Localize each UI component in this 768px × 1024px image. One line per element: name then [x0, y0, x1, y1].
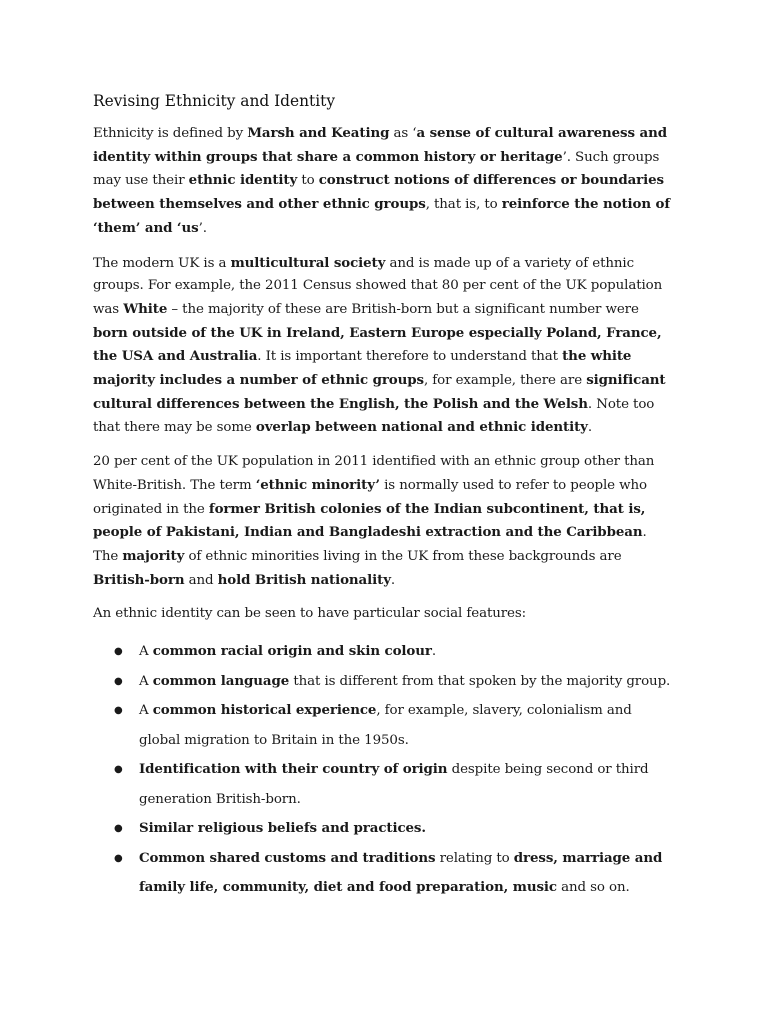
- bullet-item: [93, 696, 672, 755]
- text-run: .: [587, 420, 593, 436]
- text-run: A: [139, 644, 153, 660]
- text-run: and is made up of a variety of ethnic groups. For example, the 2011 Census showed that 80 per cent of the UK population was: [93, 255, 663, 317]
- bold-text-run: common racial origin and skin colour: [152, 643, 432, 660]
- text-run: and so on.: [556, 880, 630, 896]
- text-run: A: [139, 673, 153, 689]
- text-run: .: [431, 644, 437, 660]
- text-run: , that is, to: [425, 197, 502, 213]
- bullet-text: [139, 851, 662, 896]
- text-run: – the majority of these are British-born but a significant number were: [167, 301, 639, 317]
- text-run: Ethnicity is defined by: [93, 126, 248, 141]
- bold-text-run: significant cultural differences between the English, the Polish and the Welsh: [93, 372, 666, 412]
- bold-text-run: born outside of the UK in Ireland, Eastern Europe especially Poland, France, the USA and Australia: [93, 324, 662, 365]
- paragraph-definition: [93, 122, 672, 241]
- bold-text-run: British-born: [93, 571, 185, 588]
- paragraph-features-intro: [93, 603, 672, 626]
- text-run: despite being second or third generation British-born.: [139, 762, 649, 807]
- bold-text-run: dress, marriage and family life, community, diet and food preparation, music: [139, 849, 663, 896]
- bullet-text: [139, 644, 436, 659]
- bullet-item: [93, 637, 672, 667]
- bullet-text: [139, 674, 670, 689]
- bold-text-run: multicultural society: [230, 254, 386, 271]
- bold-text-run: majority: [122, 547, 185, 564]
- bold-text-run: common language: [152, 672, 290, 689]
- text-run: ’.: [198, 220, 207, 236]
- text-run: as ‘: [389, 126, 417, 141]
- paragraph-multicultural-uk: [93, 252, 672, 441]
- bold-text-run: the white majority includes a number of ethnic groups: [93, 348, 632, 389]
- bold-text-run: ethnic identity: [188, 172, 298, 189]
- text-run: . It is important therefore to understand that: [257, 349, 563, 365]
- text-run: A: [139, 703, 153, 719]
- text-run: . Note too that there may be some: [93, 396, 655, 436]
- bold-text-run: Common shared customs and traditions: [139, 849, 436, 866]
- bold-text-run: Identification with their country of origin: [139, 761, 448, 778]
- bold-text-run: White: [123, 300, 168, 317]
- text-run: , for example, slavery, colonialism and global migration to Britain in the 1950s.: [139, 703, 632, 748]
- bullet-item: [93, 814, 672, 844]
- bold-text-run: Similar religious beliefs and practices.: [139, 820, 426, 837]
- bold-text-run: common historical experience: [152, 702, 377, 719]
- text-run: .: [390, 572, 396, 588]
- bold-text-run: reinforce the notion of ‘them’ and ‘us: [93, 196, 671, 236]
- text-run: ’. Such groups may use their: [93, 149, 660, 189]
- bullet-dot-icon: ●: [114, 764, 123, 776]
- bullet-item: [93, 755, 672, 814]
- text-run: 20 per cent of the UK population in 2011 identified with an ethnic group other than White-British. The term: [93, 454, 655, 493]
- body-text: [93, 122, 672, 626]
- bullet-item: [93, 844, 672, 903]
- document-title: Revising Ethnicity and Identity: [93, 92, 336, 110]
- bullet-item: [93, 667, 672, 697]
- bullet-dot-icon: ●: [114, 852, 123, 864]
- bold-text-run: former British colonies of the Indian subcontinent, that is, people of Pakistani, Indian and Bangladeshi extraction and the Caribbean: [93, 500, 646, 541]
- text-run: The modern UK is a: [93, 255, 231, 271]
- text-run: of ethnic minorities living in the UK from these backgrounds are: [184, 548, 622, 564]
- text-run: is normally used to refer to people who originated in the: [93, 477, 648, 517]
- text-run: , for example, there are: [423, 373, 587, 389]
- text-run: . The: [93, 525, 647, 564]
- text-run: to: [297, 173, 319, 189]
- bullet-text: [139, 762, 649, 807]
- features-bullet-list: [93, 637, 672, 903]
- bullet-dot-icon: ●: [114, 646, 123, 658]
- paragraph-ethnic-minority: [93, 451, 672, 592]
- bold-text-run: hold British nationality: [217, 571, 391, 588]
- bold-text-run: overlap between national and ethnic identity: [255, 419, 588, 436]
- bullet-text: [139, 821, 426, 836]
- bullet-dot-icon: ●: [114, 675, 123, 687]
- text-run: and: [184, 572, 218, 588]
- text-run: An ethnic identity can be seen to have particular social features:: [93, 606, 527, 622]
- text-run: relating to: [435, 850, 514, 866]
- bold-text-run: Marsh and Keating: [247, 125, 390, 141]
- text-run: that is different from that spoken by the majority group.: [289, 673, 671, 689]
- bold-text-run: ‘ethnic minority’: [255, 476, 380, 493]
- bullet-text: [139, 703, 632, 748]
- bullet-dot-icon: ●: [114, 823, 123, 835]
- bold-text-run: a sense of cultural awareness and identity within groups that share a common history or heritage: [93, 125, 667, 165]
- bold-text-run: construct notions of differences or boundaries between themselves and other ethnic groups: [93, 172, 664, 213]
- bullet-dot-icon: ●: [114, 705, 123, 717]
